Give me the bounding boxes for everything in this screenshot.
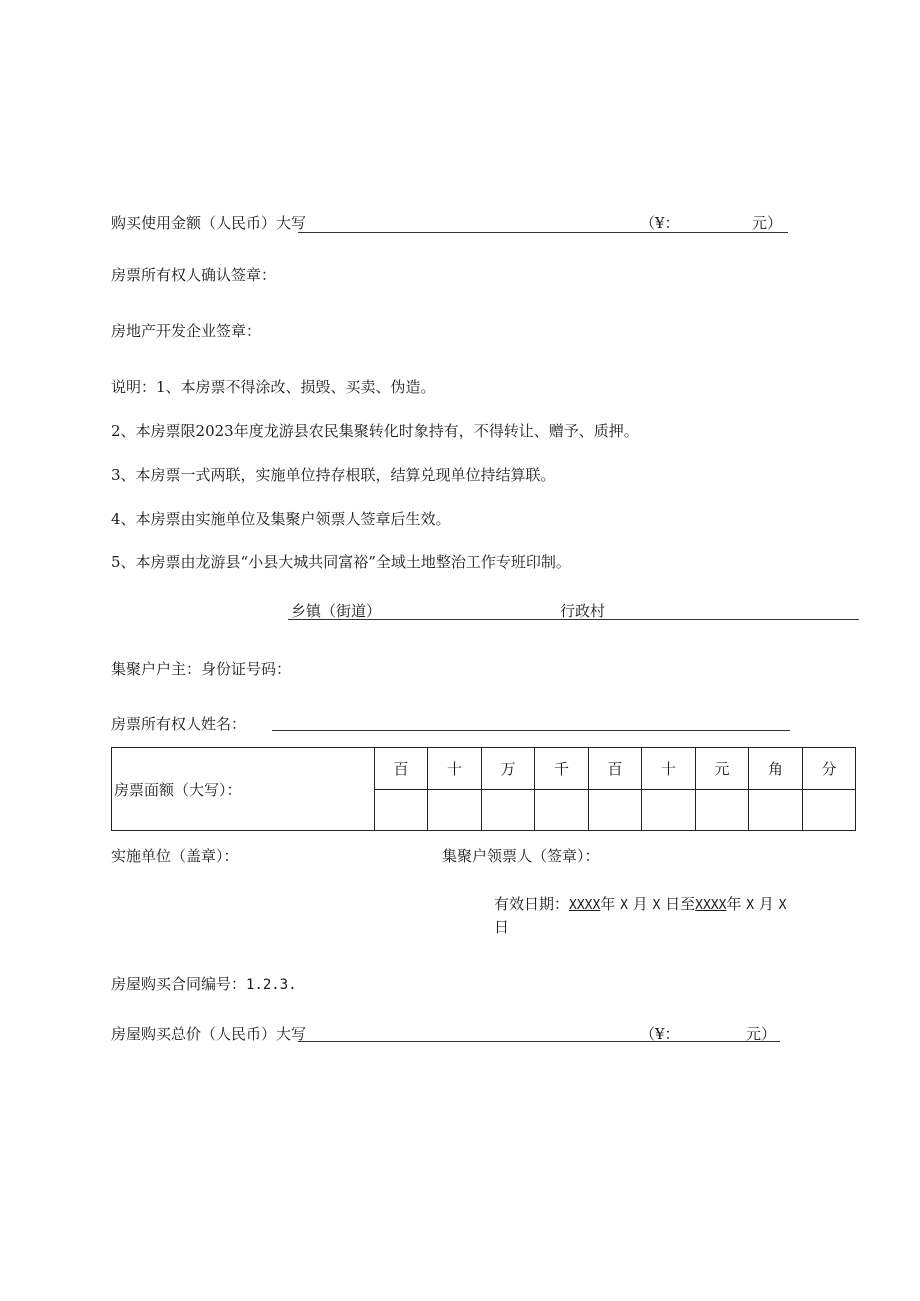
purchase-amount-line[interactable] [298,232,788,233]
note-item: 4、本房票由实施单位及集聚户领票人签章后生效。 [111,510,451,528]
owner-signature-label: 房票所有权人确认签章： [111,266,277,284]
amount-digit-cell[interactable] [375,790,428,831]
contract-number: 1.2.3. [246,977,297,993]
unit-header: 十 [428,748,482,790]
month-char: 月 [632,895,648,913]
amount-label-cell [112,748,375,831]
validity-end-month[interactable]: X [746,898,755,913]
contract-line [111,973,297,994]
township-label: 乡镇（街道） [291,602,382,620]
village-label: 行政村 [560,602,606,620]
amount-table [111,747,856,831]
owner-name-label: 房票所有权人姓名： [111,715,247,733]
amount-digit-cell[interactable] [749,790,803,831]
unit-header: 十 [642,748,696,790]
unit-header: 千 [535,748,589,790]
location-line[interactable] [288,619,859,620]
amount-label: 房票面额（大写）： [114,780,242,799]
unit-header: 分 [803,748,856,790]
year-char: 年 [726,895,742,913]
amount-digit-cell[interactable] [428,790,482,831]
day-to: 日至 [665,895,696,913]
unit-header: 百 [589,748,642,790]
validity-start-month[interactable]: X [620,898,628,913]
amount-digit-cell[interactable] [482,790,535,831]
notes-intro: 说明： [111,378,157,396]
amount-digit-cell[interactable] [642,790,696,831]
amount-digit-cell[interactable] [535,790,589,831]
validity-start-day[interactable]: X [652,898,661,913]
note-item: 1、本房票不得涂改、损毁、买卖、伪造。 [156,378,436,396]
purchase-amount-currency-open: （¥： [640,214,680,232]
household-head-label: 集聚户户主：身份证号码： [111,660,292,678]
note-item: 2、本房票限2023年度龙游县农民集聚转化时象持有，不得转让、赠予、质押。 [111,422,639,440]
contract-label: 房屋购买合同编号： [111,975,247,993]
year-char: 年 [600,895,616,913]
total-price-currency-open: （¥： [640,1025,680,1043]
purchase-amount-label: 购买使用金额（人民币）大写 [111,214,307,232]
note-item: 3、本房票一式两联，实施单位持存根联，结算兑现单位持结算联。 [111,466,556,484]
unit-header: 百 [375,748,428,790]
issuer-seal-label: 实施单位（盖章）： [111,847,239,865]
validity-start-year[interactable]: XXXX [569,898,601,913]
amount-digit-cell[interactable] [803,790,856,831]
notes-line-1 [111,376,436,397]
unit-header: 角 [749,748,803,790]
note-item: 5、本房票由龙游县“小县大城共同富裕”全域土地整治工作专班印制。 [111,553,571,571]
validity-day-char: 日 [494,918,510,936]
owner-name-field[interactable] [272,730,790,731]
total-price-currency-close: 元） [746,1025,777,1043]
purchase-amount-currency-close: 元） [752,214,783,232]
amount-digit-cell[interactable] [589,790,642,831]
validity-line [494,893,787,914]
total-price-label: 房屋购买总价（人民币）大写 [111,1025,307,1043]
validity-end-day[interactable]: X [778,898,787,913]
unit-header: 元 [696,748,749,790]
month-char: 月 [758,895,774,913]
recipient-signature-label: 集聚户领票人（签章）： [442,847,600,865]
total-price-line[interactable] [298,1041,780,1042]
validity-end-year[interactable]: XXXX [695,898,727,913]
unit-header: 万 [482,748,535,790]
developer-signature-label: 房地产开发企业签章： [111,322,262,340]
validity-label: 有效日期： [494,895,570,913]
amount-digit-cell[interactable] [696,790,749,831]
